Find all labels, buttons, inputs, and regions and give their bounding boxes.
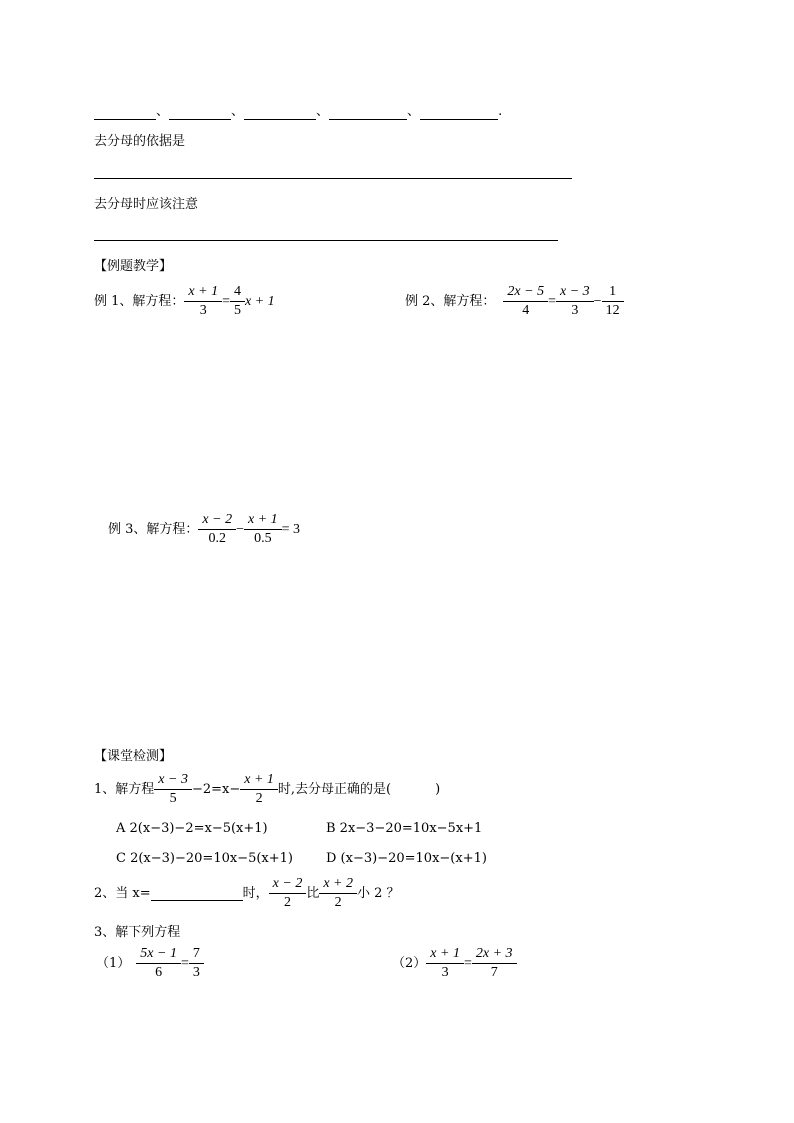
equals-sign: = xyxy=(222,293,230,309)
fraction-numerator: x + 1 xyxy=(188,284,219,299)
part-2-fraction-1 xyxy=(428,946,462,981)
fraction-numerator: 2x − 5 xyxy=(507,284,545,299)
equals-sign: = xyxy=(180,955,189,971)
option-c[interactable]: C 2(x−3)−20=10x−5(x+1) xyxy=(116,851,293,866)
fraction-numerator: x − 2 xyxy=(272,876,303,891)
equals-sign: = xyxy=(463,955,472,971)
question-2-suffix: 小 2 ？ xyxy=(357,885,400,901)
example-3 xyxy=(108,512,300,547)
example-3-label: 例 3、解方程： xyxy=(108,521,199,537)
blank-4[interactable] xyxy=(329,105,407,120)
example-1-fraction-lhs xyxy=(186,284,220,319)
example-1-label: 例 1、解方程： xyxy=(94,293,185,309)
option-b[interactable]: B 2x−3−20=10x−5x+1 xyxy=(326,821,483,836)
example-3-tail: = 3 xyxy=(281,521,301,537)
separator: 、 xyxy=(316,104,330,119)
blank-3[interactable] xyxy=(244,105,316,120)
minus-sign: − xyxy=(236,521,244,537)
part-1-fraction-2 xyxy=(191,946,202,981)
fraction-numerator: 7 xyxy=(192,946,200,961)
question-1-fraction-1 xyxy=(156,772,190,807)
question-1-middle: −2=x− xyxy=(191,781,241,797)
fraction-denominator: 12 xyxy=(602,301,624,319)
fill-blanks-row xyxy=(94,104,502,120)
example-1-rhs-tail: x + 1 xyxy=(244,293,275,309)
examples-heading: 【例题教学】 xyxy=(94,259,173,274)
question-3-title: 3、解下列方程 xyxy=(94,925,181,940)
fraction-numerator: x − 2 xyxy=(202,512,233,527)
basis-answer-line[interactable] xyxy=(94,178,572,179)
fraction-numerator: x + 1 xyxy=(244,772,274,787)
fraction-numerator: x − 3 xyxy=(559,284,590,299)
question-1-fraction-2 xyxy=(242,772,276,807)
fraction-numerator: 4 xyxy=(233,284,241,299)
part-label: （1） xyxy=(96,955,131,971)
example-3-fraction-2 xyxy=(246,512,280,547)
fraction-denominator: 6 xyxy=(136,963,181,981)
fraction-denominator: 5 xyxy=(230,301,245,319)
question-3-part-1 xyxy=(96,946,204,981)
question-1 xyxy=(94,772,440,807)
fraction-numerator: 2x + 3 xyxy=(475,946,513,961)
answer-blank[interactable] xyxy=(151,886,243,901)
check-heading: 【课堂检测】 xyxy=(94,749,173,764)
question-1-prefix: 1、解方程 xyxy=(94,781,155,797)
fraction-denominator: 0.5 xyxy=(244,529,282,547)
question-1-close-paren: ) xyxy=(435,781,441,797)
example-2-fraction-2 xyxy=(558,284,592,319)
example-1 xyxy=(94,284,275,319)
fraction-denominator: 2 xyxy=(269,893,307,911)
blank-2[interactable] xyxy=(169,105,231,120)
fraction-denominator: 3 xyxy=(184,301,222,319)
part-2-fraction-2 xyxy=(474,946,515,981)
fraction-denominator: 7 xyxy=(472,963,517,981)
separator: 、 xyxy=(231,104,245,119)
fraction-numerator: x + 1 xyxy=(430,946,460,961)
fraction-denominator: 5 xyxy=(154,789,192,807)
example-2-label: 例 2、解方程： xyxy=(405,293,496,309)
fraction-denominator: 3 xyxy=(556,301,594,319)
question-2-fraction-2 xyxy=(321,876,355,911)
example-3-fraction-1 xyxy=(200,512,234,547)
fraction-numerator: x + 2 xyxy=(323,876,354,891)
question-3-part-2 xyxy=(392,946,517,981)
question-2 xyxy=(94,876,400,911)
fraction-denominator: 3 xyxy=(189,963,204,981)
attention-answer-line[interactable] xyxy=(94,240,558,241)
question-2-prefix: 2、当 x= xyxy=(94,885,151,901)
option-a[interactable]: A 2(x−3)−2=x−5(x+1) xyxy=(116,821,268,836)
question-1-suffix: 时,去分母正确的是( xyxy=(277,781,392,797)
fraction-numerator: 1 xyxy=(609,284,617,299)
question-2-fraction-1 xyxy=(271,876,305,911)
fraction-denominator: 0.2 xyxy=(198,529,236,547)
equals-sign: = xyxy=(548,293,556,309)
example-1-fraction-rhs xyxy=(232,284,243,319)
fraction-denominator: 4 xyxy=(503,301,548,319)
blank-5[interactable] xyxy=(420,105,498,120)
part-label: （2） xyxy=(392,955,427,971)
option-d[interactable]: D (x−3)−20=10x−(x+1) xyxy=(326,851,487,866)
example-2-fraction-3 xyxy=(604,284,622,319)
fraction-denominator: 3 xyxy=(426,963,464,981)
fraction-numerator: x + 1 xyxy=(247,512,278,527)
separator: 、 xyxy=(156,104,170,119)
blank-1[interactable] xyxy=(94,105,156,120)
fraction-denominator: 2 xyxy=(319,893,357,911)
part-1-fraction-1 xyxy=(138,946,179,981)
attention-label: 去分母时应该注意 xyxy=(94,197,199,212)
minus-sign: − xyxy=(593,293,602,309)
fraction-numerator: 5x − 1 xyxy=(140,946,177,961)
separator: 、 xyxy=(407,104,421,119)
fraction-denominator: 2 xyxy=(240,789,278,807)
example-2 xyxy=(405,284,624,319)
question-2-compare: 比 xyxy=(306,885,320,901)
basis-label: 去分母的依据是 xyxy=(94,134,186,149)
period: . xyxy=(498,104,503,119)
question-2-after-blank: 时， xyxy=(242,885,269,901)
example-2-fraction-1 xyxy=(505,284,546,319)
fraction-numerator: x − 3 xyxy=(158,772,188,787)
